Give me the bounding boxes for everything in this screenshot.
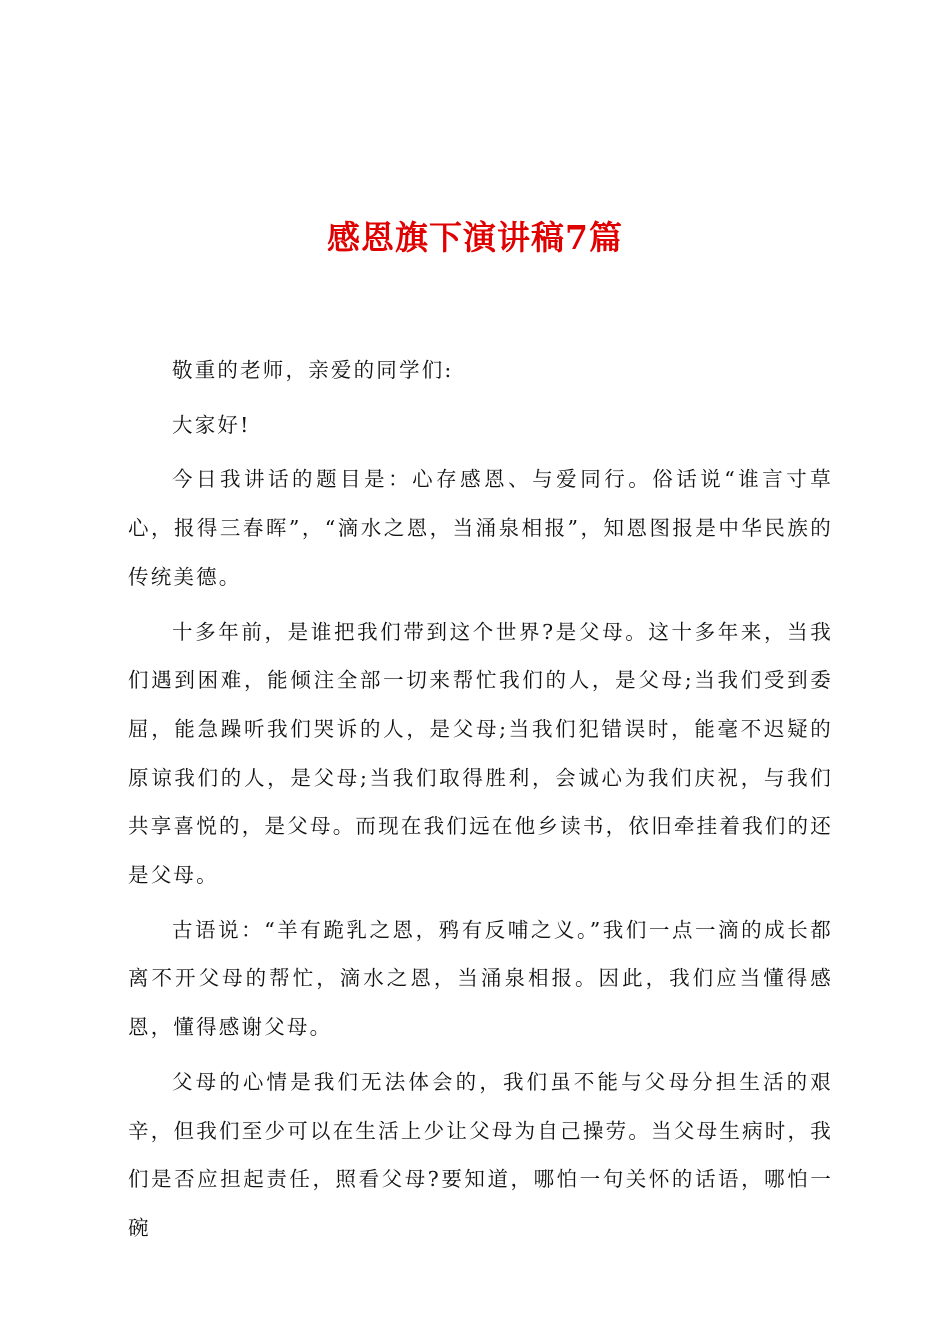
body-paragraph: 古语说：“羊有跪乳之恩，鸦有反哺之义。”我们一点一滴的成长都离不开父母的帮忙，滴水之恩，当涌泉相报。因此，我们应当懂得感恩，懂得感谢父母。 [128, 917, 833, 1040]
salutation-paragraph: 敬重的老师，亲爱的同学们: [172, 358, 454, 382]
document-title: 感恩旗下演讲稿7篇 [327, 218, 623, 257]
document-body [128, 346, 833, 1259]
body-paragraph: 父母的心情是我们无法体会的，我们虽不能与父母分担生活的艰辛，但我们至少可以在生活上少让父母为自己操劳。当父母生病时，我们是否应担起责任，照看父母?要知道，哪怕一句关怀的话语，哪怕一碗 [128, 1069, 833, 1240]
body-paragraph: 十多年前，是谁把我们带到这个世界?是父母。这十多年来，当我们遇到困难，能倾注全部一切来帮忙我们的人，是父母;当我们受到委屈，能急躁听我们哭诉的人，是父母;当我们犯错误时，能毫不迟疑的原谅我们的人，是父母;当我们取得胜利，会诚心为我们庆祝，与我们共享喜悦的，是父母。而现在我们远在他乡读书，依旧牵挂着我们的还是父母。 [128, 619, 833, 888]
greeting-paragraph: 大家好! [172, 412, 251, 437]
body-paragraph: 今日我讲话的题目是：心存感恩、与爱同行。俗话说“谁言寸草心，报得三春晖”，“滴水之恩，当涌泉相报”，知恩图报是中华民族的传统美德。 [128, 467, 833, 589]
